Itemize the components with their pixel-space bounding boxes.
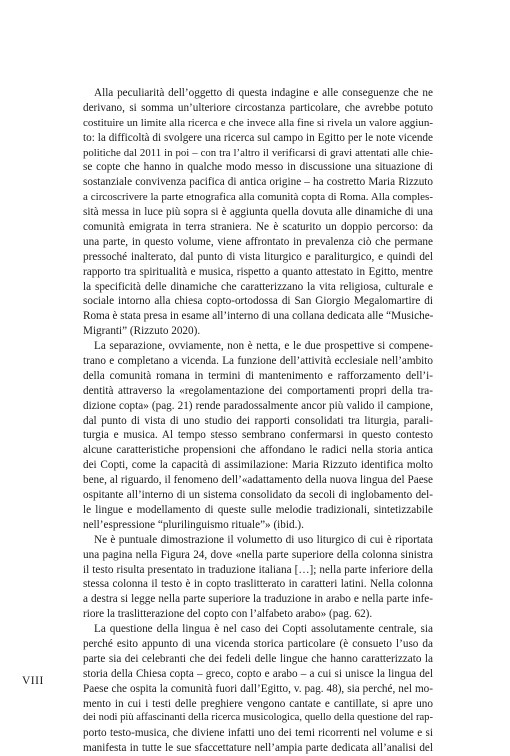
text-line: dentità attraverso la «regolamentazione dei comportamenti propri della tra- — [83, 384, 433, 397]
text-line: perché esito appunto di una vicenda storica particolare (è consueto l’uso da — [83, 637, 433, 650]
text-line: derivano, si somma un’ulteriore circostanza particolare, che avrebbe potuto — [83, 101, 433, 114]
text-line: La questione della lingua è nel caso dei Copti assolutamente centrale, sia — [94, 623, 433, 636]
text-line: nell’espressione “plurilinguismo rituale”» (ibid.). — [83, 518, 304, 531]
text-line: Ne è puntuale dimostrazione il volumetto di uso liturgico di cui è riportata — [94, 533, 433, 546]
page-number: VIII — [22, 675, 44, 687]
text-line: Paese che ospita la comunità fuori dall’Egitto, v. pag. 48), sia perché, nel mo- — [83, 682, 433, 695]
text-line: comunità emigrata in terra straniera. Ne è scaturito un doppio percorso: da — [83, 221, 433, 234]
text-line: se copte che hanno in qualche modo messo in discussione una situazione di — [83, 161, 433, 174]
text-line: a destra si legge nella parte superiore la traduzione in arabo e nella parte infe- — [83, 593, 433, 606]
text-line: manifesta in tutte le sue sfaccettature nell’ampia parte dedicata all’analisi del — [83, 742, 433, 755]
text-line: stessa colonna il testo è in copto traslitterato in caratteri latini. Nella colonna — [83, 578, 433, 591]
text-line: dal punto di vista di uno studio dei rapporti consolidati tra liturgia, parali- — [83, 414, 433, 427]
text-line: della comunità romana in termini di mantenimento e rafforzamento dell’i- — [83, 369, 433, 382]
text-line: dei Copti, come la capacità di assimilazione: Maria Rizzuto identifica molto — [83, 459, 433, 472]
text-line: pressoché inalterato, dal punto di vista liturgico e paraliturgico, e quindi del — [83, 250, 433, 263]
text-line: turgia e musica. Al tempo stesso sembrano confermarsi in questo contesto — [83, 429, 433, 442]
text-line: to: la difficoltà di svolgere una ricerca sul campo in Egitto per le note vicende — [83, 131, 433, 144]
text-line: riore la traslitterazione del copto con l’alfabeto arabo» (pag. 62). — [83, 608, 373, 621]
text-line: rapporto tra spiritualità e musica, rispetto a quanto attestato in Egitto, mentre — [83, 265, 433, 278]
text-line: una pagina nella Figura 24, dove «nella parte superiore della colonna sinistra — [83, 548, 433, 561]
text-line: sostanziale convivenza pacifica di antica origine – ha costretto Maria Rizzuto — [83, 176, 433, 189]
text-line: sità messa in luce più sopra si è aggiunta quella dovuta alle dinamiche di una — [83, 206, 433, 219]
text-line: trano e completano a vicenda. La funzione dell’attività ecclesiale nell’ambito — [83, 355, 433, 368]
text-line: sociale intorno alla chiesa copto-ortodossa di San Giorgio Megalomartire di — [83, 295, 433, 308]
text-line: porto testo-musica, che diviene infatti uno dei temi ricorrenti nel volume e si — [83, 727, 433, 740]
text-line: alcune caratteristiche propensioni che affondano le radici nella storia antica — [83, 444, 433, 457]
text-line: ospitante all’interno di un sistema consolidato da secoli di inglobamento del- — [83, 489, 433, 502]
text-line: La separazione, ovviamente, non è netta, e le due prospettive si compene- — [94, 340, 433, 353]
text-line: dei nodi più affascinanti della ricerca musicologica, quello della questione del rap- — [83, 712, 433, 724]
text-line: una parte, in questo volume, viene affrontato in prevalenza ciò che permane — [83, 235, 433, 248]
text-line: Alla peculiarità dell’oggetto di questa indagine e alle conseguenze che ne — [94, 87, 433, 99]
text-line: mento in cui i testi delle preghiere vengono cantate e cantillate, si apre uno — [83, 697, 433, 710]
text-line: costituire un limite alla ricerca e che invece alla fine si rivela un valore aggiun- — [83, 116, 433, 129]
body-text — [83, 86, 433, 756]
text-line: politiche dal 2011 in poi – con tra l’altro il verificarsi di gravi attentati alle chie- — [83, 146, 433, 159]
text-line: a circoscrivere la parte etnografica alla comunità copta di Roma. Alla comples- — [83, 191, 433, 204]
text-line: bene, al riguardo, il fenomeno dell’«adattamento della nuova lingua del Paese — [83, 474, 433, 487]
text-line: Migranti” (Rizzuto 2020). — [83, 325, 201, 338]
text-line: la specificità delle dinamiche che caratterizzano la vita religiosa, culturale e — [83, 280, 433, 293]
text-line: il testo risulta presentato in traduzione italiana […]; nella parte inferiore della — [83, 563, 433, 576]
text-line: le lingue e modellamento di queste sulle melodie tradizionali, sintetizzabile — [83, 503, 433, 516]
text-line: Roma è stata presa in esame all’interno di una collana dedicata alle “Musiche- — [83, 310, 434, 323]
text-line: storia della Chiesa copta – greco, copto e arabo – a cui si unisce la lingua del — [83, 667, 433, 680]
text-line: dizione copta» (pag. 21) rende paradossalmente ancor più valido il campione, — [83, 399, 433, 412]
text-line: parte sia dei celebranti che dei fedeli delle lingue che hanno caratterizzato la — [83, 652, 433, 665]
